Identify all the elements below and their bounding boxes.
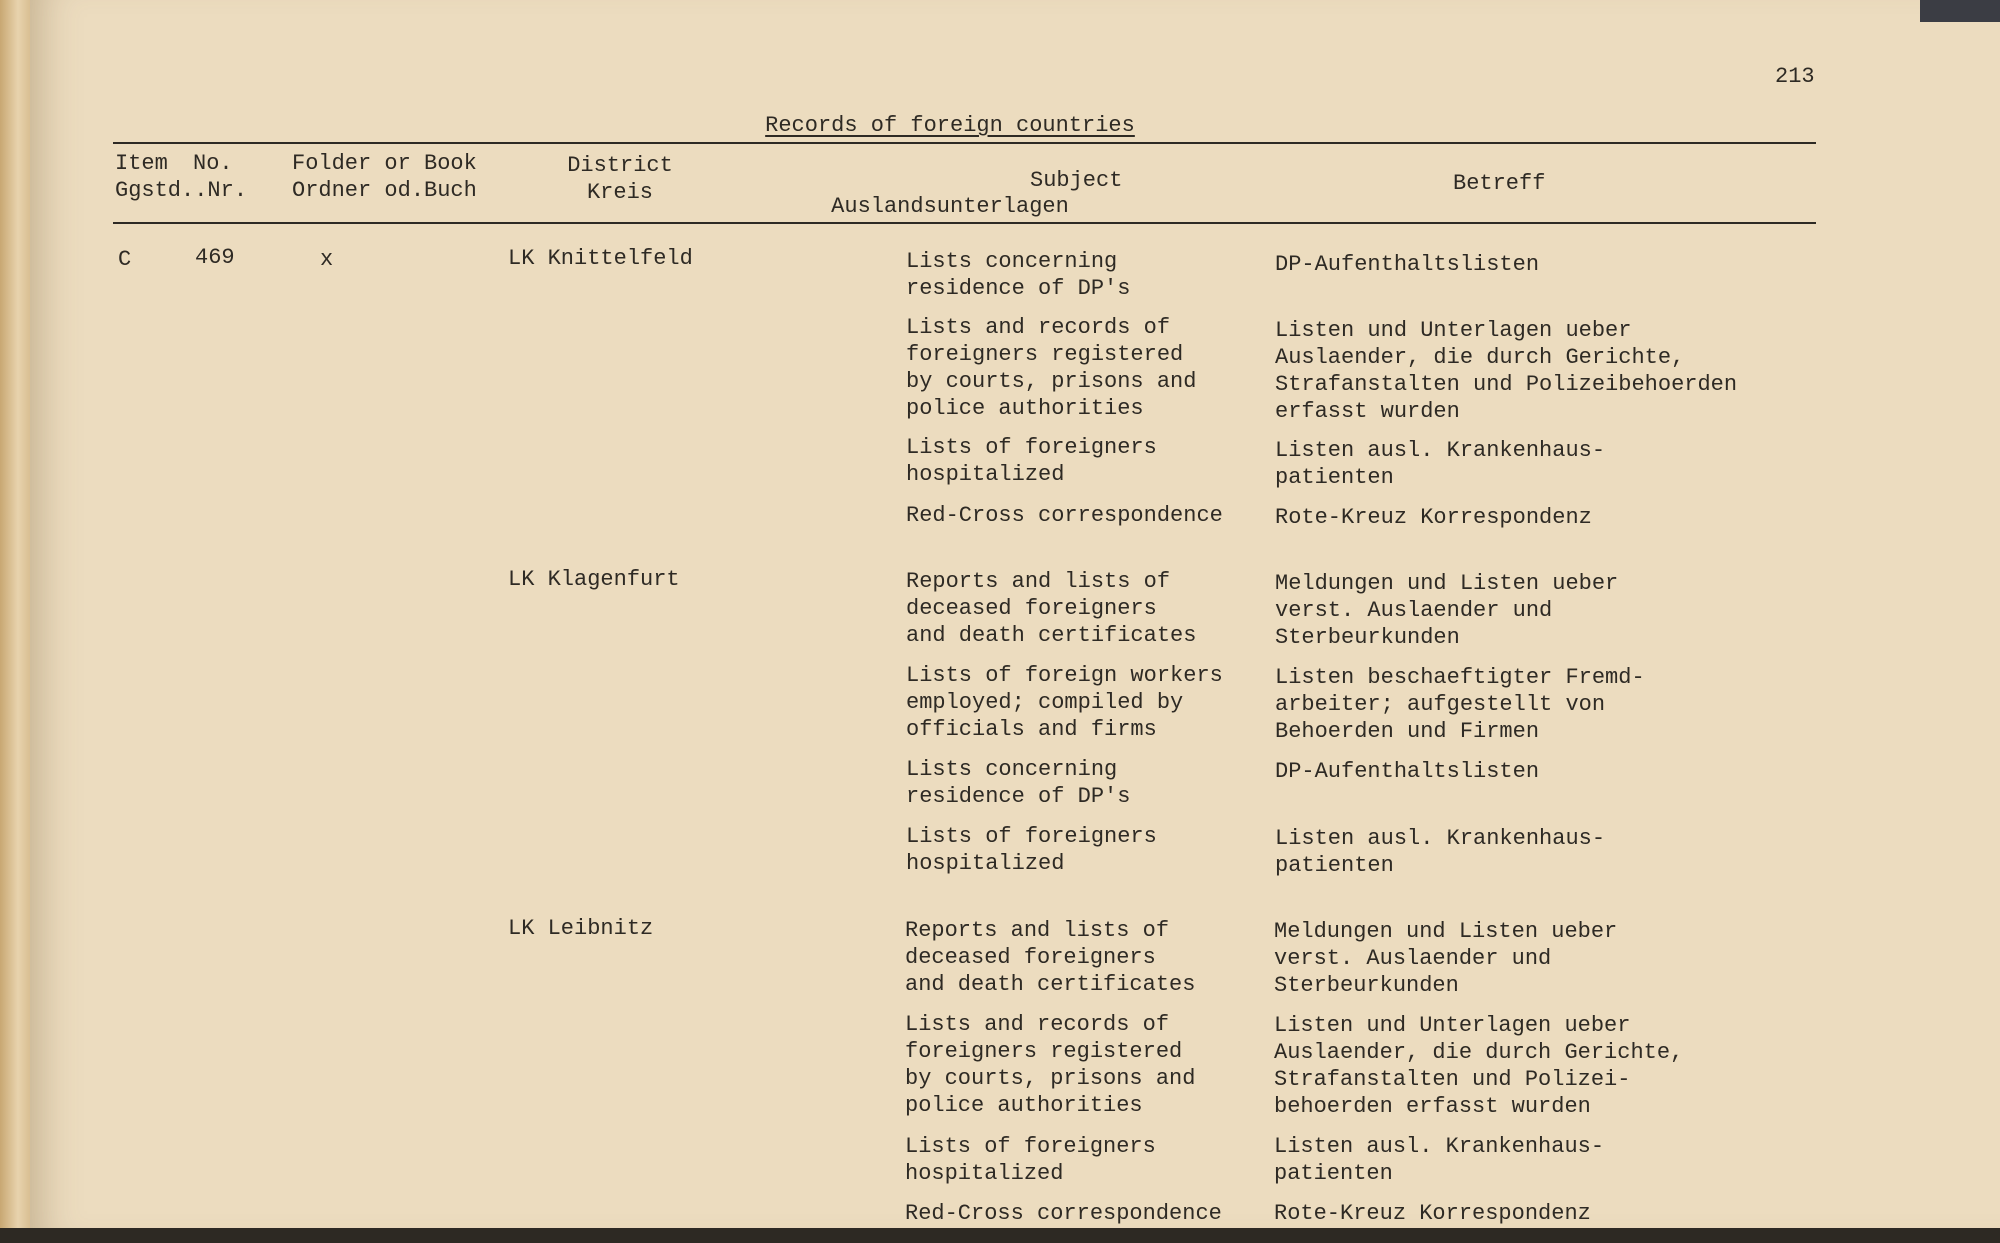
entry-subject: Reports and lists of deceased foreigners and death certificates bbox=[906, 569, 1197, 648]
entry-betreff: DP-Aufenthaltslisten bbox=[1275, 252, 1540, 277]
col-item-label-de: Ggstd. bbox=[115, 178, 195, 203]
entry-betreff: Listen ausl. Krankenhaus- patienten bbox=[1275, 438, 1606, 490]
page-title: Records of foreign countries bbox=[765, 113, 1135, 138]
entry-subject: Lists of foreigners hospitalized bbox=[906, 824, 1157, 876]
entry-subject: Lists of foreigners hospitalized bbox=[906, 435, 1157, 487]
record-item: C bbox=[118, 247, 132, 272]
scan-edge-bottom bbox=[0, 1228, 2000, 1243]
header-rule-bottom bbox=[113, 222, 1816, 224]
col-betreff-header: Betreff bbox=[1453, 171, 1546, 196]
entry-betreff: DP-Aufenthaltslisten bbox=[1275, 759, 1540, 784]
page-subtitle: Auslandsunterlagen bbox=[831, 194, 1069, 219]
entry-betreff: Listen ausl. Krankenhaus- patienten bbox=[1275, 826, 1606, 878]
col-district-header bbox=[540, 152, 700, 206]
col-district-label-de: Kreis bbox=[586, 180, 653, 205]
district-name: LK Klagenfurt bbox=[508, 567, 680, 592]
entry-subject: Lists and records of foreigners registered by courts, prisons and police authorities bbox=[905, 1012, 1196, 1118]
entry-subject: Red-Cross correspondence bbox=[905, 1201, 1222, 1226]
entry-betreff: Listen ausl. Krankenhaus- patienten bbox=[1274, 1134, 1605, 1186]
entry-betreff: Listen und Unterlagen ueber Auslaender, die durch Gerichte, Strafanstalten und Polizeibehoerden erfasst wurden bbox=[1275, 318, 1738, 424]
col-folder-label-de: Ordner od.Buch bbox=[292, 178, 477, 203]
entry-subject: Reports and lists of deceased foreigners and death certificates bbox=[905, 918, 1196, 997]
scan-edge bbox=[1920, 0, 2000, 22]
district-name: LK Leibnitz bbox=[508, 916, 654, 941]
col-district-label: District bbox=[567, 153, 673, 178]
entry-subject: Lists and records of foreigners registered by courts, prisons and police authorities bbox=[906, 315, 1197, 421]
header-rule-top bbox=[113, 142, 1816, 144]
col-no-label: No. bbox=[193, 151, 233, 176]
district-name: LK Knittelfeld bbox=[508, 246, 693, 271]
entry-betreff: Listen beschaeftigter Fremd- arbeiter; aufgestellt von Behoerden und Firmen bbox=[1275, 665, 1645, 744]
entry-subject: Lists concerning residence of DP's bbox=[906, 757, 1131, 809]
page-header bbox=[740, 58, 1160, 247]
col-no-header bbox=[193, 150, 233, 177]
entry-subject: Lists of foreigners hospitalized bbox=[905, 1134, 1156, 1186]
entry-betreff: Rote-Kreuz Korrespondenz bbox=[1274, 1201, 1591, 1226]
col-no-label-de: .Nr. bbox=[194, 178, 248, 203]
col-folder-label: Folder or Book bbox=[292, 151, 477, 176]
col-folder-header bbox=[292, 150, 477, 204]
col-item-no-header-de bbox=[115, 177, 247, 204]
record-folder: x bbox=[320, 247, 334, 272]
entry-subject: Lists of foreign workers employed; compiled by officials and firms bbox=[906, 663, 1223, 742]
entry-subject: Red-Cross correspondence bbox=[906, 503, 1223, 528]
page-number: 213 bbox=[1775, 64, 1815, 89]
col-item-header bbox=[115, 150, 168, 177]
entry-betreff: Meldungen und Listen ueber verst. Auslaender und Sterbeurkunden bbox=[1275, 571, 1619, 650]
book-binding bbox=[0, 0, 30, 1243]
col-subject-header: Subject bbox=[1030, 168, 1123, 193]
entry-betreff: Rote-Kreuz Korrespondenz bbox=[1275, 505, 1592, 530]
entry-betreff: Meldungen und Listen ueber verst. Auslaender und Sterbeurkunden bbox=[1274, 919, 1618, 998]
record-no: 469 bbox=[195, 245, 235, 270]
entry-betreff: Listen und Unterlagen ueber Auslaender, die durch Gerichte, Strafanstalten und Polizei- behoerden erfasst wurden bbox=[1274, 1013, 1684, 1119]
col-item-label: Item bbox=[115, 151, 168, 176]
entry-subject: Lists concerning residence of DP's bbox=[906, 249, 1131, 301]
